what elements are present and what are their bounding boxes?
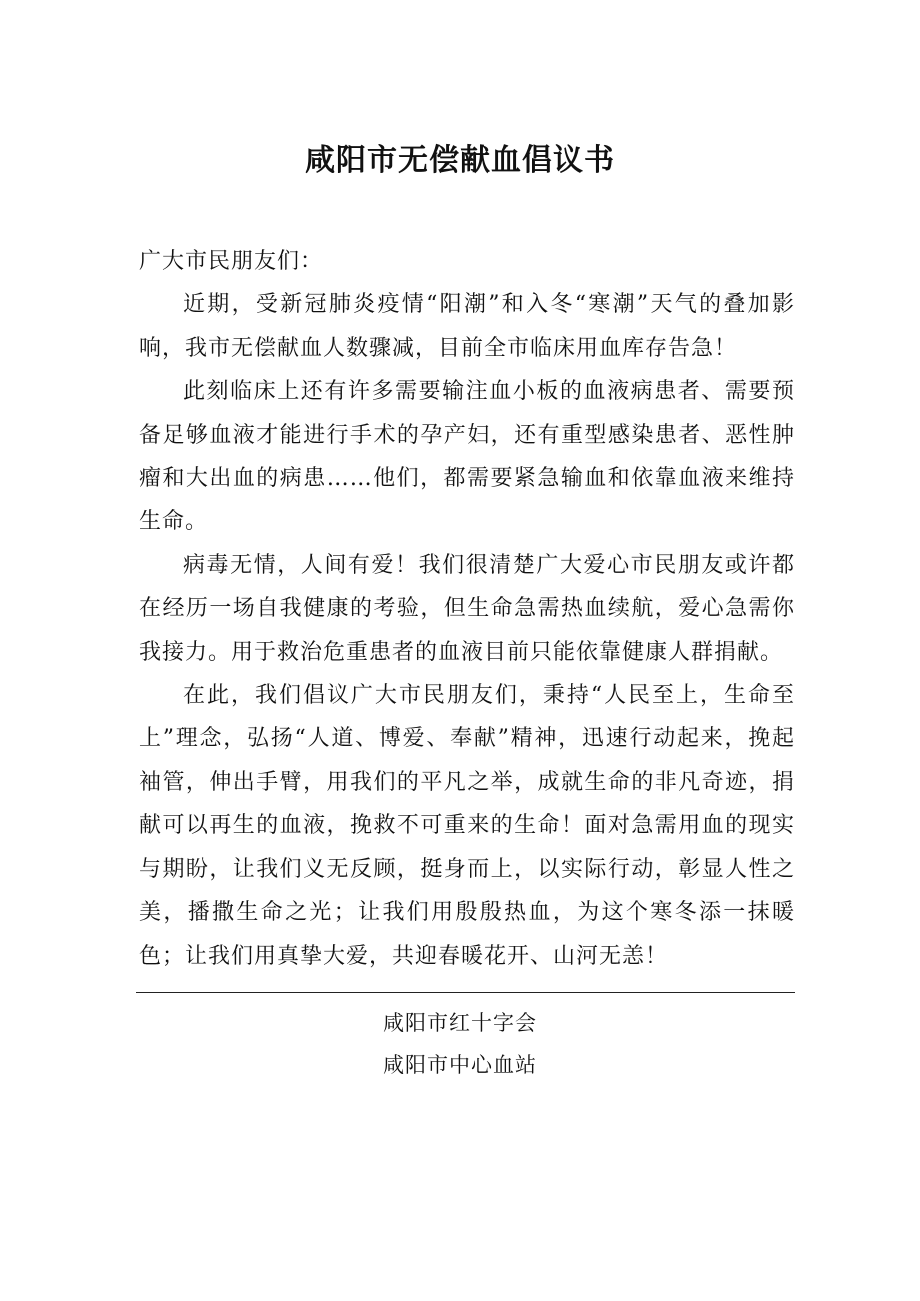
paragraph-1: 近期，受新冠肺炎疫情“阳潮”和入冬“寒潮”天气的叠加影响，我市无偿献血人数骤减，目前全市临床用血库存告急！ <box>139 292 795 361</box>
paragraph-3: 病毒无情，人间有爱！我们很清楚广大爱心市民朋友或许都在经历一场自我健康的考验，但生命急需热血续航，爱心急需你我接力。用于救治危重患者的血液目前只能依靠健康人群捐献。 <box>139 552 795 665</box>
signature-divider <box>136 992 795 993</box>
document-title: 咸阳市无偿献血倡议书 <box>305 143 615 178</box>
salutation: 广大市民朋友们： <box>139 249 324 274</box>
signature-red-cross: 咸阳市红十字会 <box>383 1011 537 1035</box>
signature-block <box>0 1002 920 1086</box>
document-body <box>139 240 795 978</box>
signature-blood-center: 咸阳市中心血站 <box>383 1053 537 1077</box>
paragraph-2: 此刻临床上还有许多需要输注血小板的血液病患者、需要预备足够血液才能进行手术的孕产妇，还有重型感染患者、恶性肿瘤和大出血的病患……他们，都需要紧急输血和依靠血液来维持生命。 <box>139 379 795 535</box>
paragraph-4: 在此，我们倡议广大市民朋友们，秉持“人民至上，生命至上”理念，弘扬“人道、博爱、奉献”精神，迅速行动起来，挽起袖管，伸出手臂，用我们的平凡之举，成就生命的非凡奇迹，捐献可以再生的血液，挽救不可重来的生命！面对急需用血的现实与期盼，让我们义无反顾，挺身而上，以实际行动，彰显人性之美，播撒生命之光；让我们用殷殷热血，为这个寒冬添一抹暖色；让我们用真挚大爱，共迎春暖花开、山河无恙！ <box>139 683 795 969</box>
